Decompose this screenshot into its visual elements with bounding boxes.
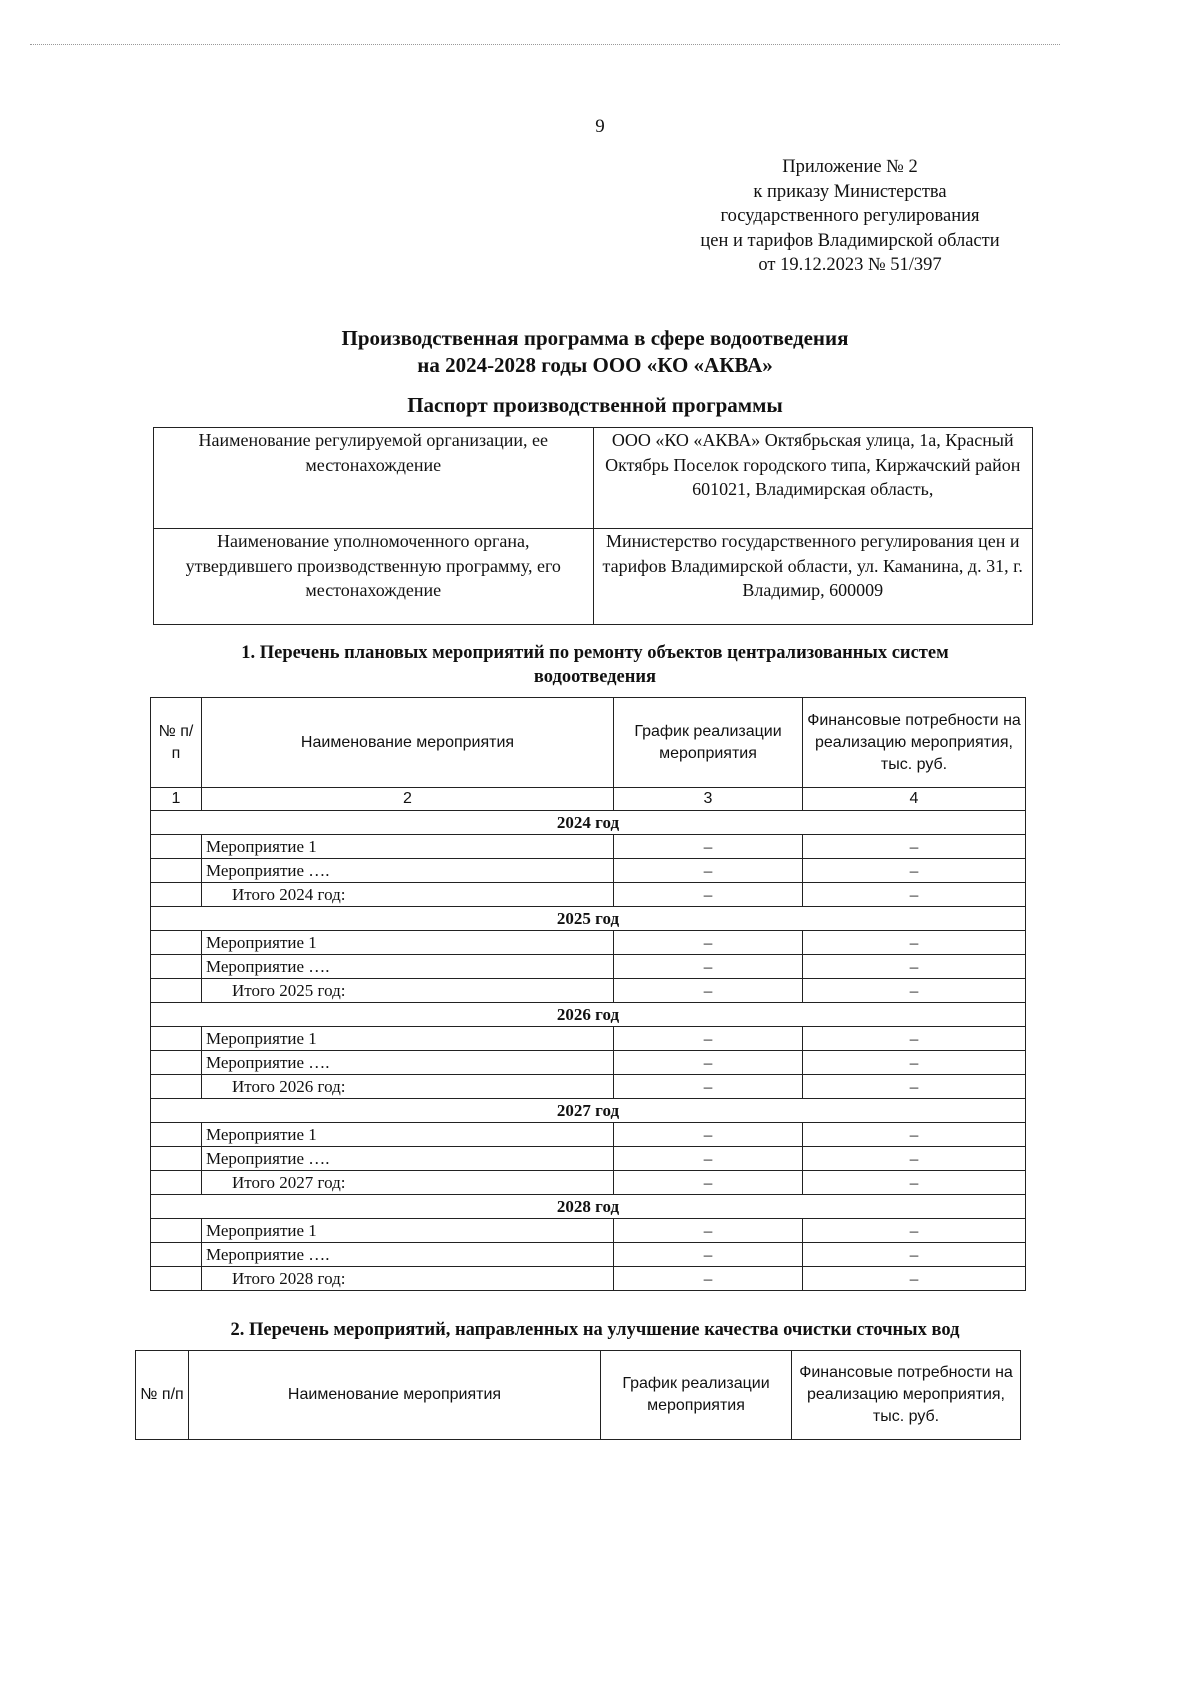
table-row (151, 1051, 1026, 1075)
row-number (151, 1123, 202, 1147)
column-number-row (151, 788, 1026, 811)
year-row (151, 811, 1026, 835)
title-line: Производственная программа в сфере водоотведения (341, 326, 849, 350)
total-row (151, 979, 1026, 1003)
total-row (151, 883, 1026, 907)
section2-heading: 2. Перечень мероприятий, направленных на улучшение качества очистки сточных вод (230, 1320, 960, 1340)
schedule-value: – (614, 1075, 803, 1099)
row-number (151, 1147, 202, 1171)
schedule-value: – (614, 883, 803, 907)
finance-value: – (803, 1123, 1026, 1147)
section1-heading: 1. Перечень плановых мероприятий по ремонту объектов централизованных систем водоотведения (241, 643, 949, 687)
table-row (151, 931, 1026, 955)
activity-name: Мероприятие 1 (202, 1123, 614, 1147)
year-label: 2025 год (151, 907, 1026, 931)
schedule-value: – (614, 955, 803, 979)
finance-value: – (803, 955, 1026, 979)
schedule-value: – (614, 1219, 803, 1243)
schedule-value: – (614, 979, 803, 1003)
activity-name: Мероприятие …. (202, 1147, 614, 1171)
passport-value: ООО «КО «АКВА» Октябрьская улица, 1а, Красный Октябрь Поселок городского типа, Киржачский район 601021, Владимирская область, (593, 428, 1033, 529)
col-number: 1 (151, 788, 202, 811)
activity-name: Мероприятие …. (202, 859, 614, 883)
year-row (151, 1099, 1026, 1123)
appendix-line: от 19.12.2023 № 51/397 (758, 255, 942, 275)
finance-value: – (803, 1027, 1026, 1051)
year-row (151, 1195, 1026, 1219)
row-number (151, 1075, 202, 1099)
passport-heading: Паспорт производственной программы (407, 393, 783, 417)
row-number (151, 859, 202, 883)
title-line: на 2024-2028 годы ООО «КО «АКВА» (417, 353, 773, 377)
row-number (151, 979, 202, 1003)
year-label: 2024 год (151, 811, 1026, 835)
row-number (151, 1243, 202, 1267)
col-header-number: № п/п (136, 1351, 189, 1440)
finance-value: – (803, 835, 1026, 859)
row-number (151, 1267, 202, 1291)
year-label: 2027 год (151, 1099, 1026, 1123)
document-title (0, 325, 1190, 379)
schedule-value: – (614, 931, 803, 955)
col-number: 4 (803, 788, 1026, 811)
finance-value: – (803, 1243, 1026, 1267)
activity-name: Итого 2025 год: (202, 979, 614, 1003)
passport-table (153, 427, 1033, 625)
finance-value: – (803, 1171, 1026, 1195)
finance-value: – (803, 979, 1026, 1003)
activity-name: Мероприятие …. (202, 1051, 614, 1075)
row-number (151, 1219, 202, 1243)
row-number (151, 955, 202, 979)
treatment-quality-table (135, 1350, 1021, 1440)
table-header-row (151, 698, 1026, 788)
activity-name: Мероприятие 1 (202, 1027, 614, 1051)
table-row (151, 1123, 1026, 1147)
activity-name: Итого 2027 год: (202, 1171, 614, 1195)
col-number: 3 (614, 788, 803, 811)
row-number (151, 931, 202, 955)
passport-row (154, 428, 1033, 529)
col-header-schedule: График реализации мероприятия (601, 1351, 792, 1440)
activity-name: Итого 2026 год: (202, 1075, 614, 1099)
appendix-line: цен и тарифов Владимирской области (700, 230, 1000, 251)
activity-name: Мероприятие 1 (202, 835, 614, 859)
col-number: 2 (202, 788, 614, 811)
year-label: 2026 год (151, 1003, 1026, 1027)
table-row (151, 1243, 1026, 1267)
col-header-schedule: График реализации мероприятия (614, 698, 803, 788)
table-row (151, 859, 1026, 883)
activity-name: Итого 2028 год: (202, 1267, 614, 1291)
passport-label: Наименование уполномоченного органа, утвердившего производственную программу, его местонахождение (154, 529, 594, 625)
finance-value: – (803, 1147, 1026, 1171)
schedule-value: – (614, 1147, 803, 1171)
activity-name: Мероприятие 1 (202, 1219, 614, 1243)
repair-activities-table (150, 697, 1026, 1291)
col-header-finance: Финансовые потребности на реализацию мероприятия, тыс. руб. (803, 698, 1026, 788)
appendix-line: государственного регулирования (720, 206, 980, 226)
row-number (151, 883, 202, 907)
finance-value: – (803, 883, 1026, 907)
finance-value: – (803, 1051, 1026, 1075)
table-row (151, 1147, 1026, 1171)
schedule-value: – (614, 1267, 803, 1291)
activity-name: Мероприятие …. (202, 1243, 614, 1267)
col-header-number: № п/п (151, 698, 202, 788)
finance-value: – (803, 859, 1026, 883)
schedule-value: – (614, 859, 803, 883)
total-row (151, 1171, 1026, 1195)
appendix-line: к приказу Министерства (753, 181, 947, 202)
table-row (151, 835, 1026, 859)
total-row (151, 1075, 1026, 1099)
passport-row (154, 529, 1033, 625)
year-row (151, 907, 1026, 931)
table-row (151, 955, 1026, 979)
row-number (151, 835, 202, 859)
activity-name: Мероприятие 1 (202, 931, 614, 955)
table-row (151, 1027, 1026, 1051)
finance-value: – (803, 1219, 1026, 1243)
schedule-value: – (614, 1051, 803, 1075)
table-row (151, 1219, 1026, 1243)
total-row (151, 1267, 1026, 1291)
finance-value: – (803, 931, 1026, 955)
finance-value: – (803, 1267, 1026, 1291)
passport-value: Министерство государственного регулирования цен и тарифов Владимирской области, ул. Каманина, д. 31, г. Владимир, 600009 (593, 529, 1033, 625)
schedule-value: – (614, 1243, 803, 1267)
appendix-note (600, 155, 1100, 278)
col-header-finance: Финансовые потребности на реализацию мероприятия, тыс. руб. (792, 1351, 1021, 1440)
activity-name: Итого 2024 год: (202, 883, 614, 907)
scan-artifact-line (30, 44, 1060, 45)
row-number (151, 1027, 202, 1051)
schedule-value: – (614, 835, 803, 859)
row-number (151, 1171, 202, 1195)
schedule-value: – (614, 1123, 803, 1147)
appendix-line: Приложение № 2 (782, 157, 918, 177)
schedule-value: – (614, 1171, 803, 1195)
activity-name: Мероприятие …. (202, 955, 614, 979)
year-label: 2028 год (151, 1195, 1026, 1219)
schedule-value: – (614, 1027, 803, 1051)
page-number: 9 (595, 116, 605, 137)
col-header-name: Наименование мероприятия (202, 698, 614, 788)
year-row (151, 1003, 1026, 1027)
row-number (151, 1051, 202, 1075)
finance-value: – (803, 1075, 1026, 1099)
table-header-row (136, 1351, 1021, 1440)
passport-label: Наименование регулируемой организации, ее местонахождение (154, 428, 594, 529)
col-header-name: Наименование мероприятия (189, 1351, 601, 1440)
